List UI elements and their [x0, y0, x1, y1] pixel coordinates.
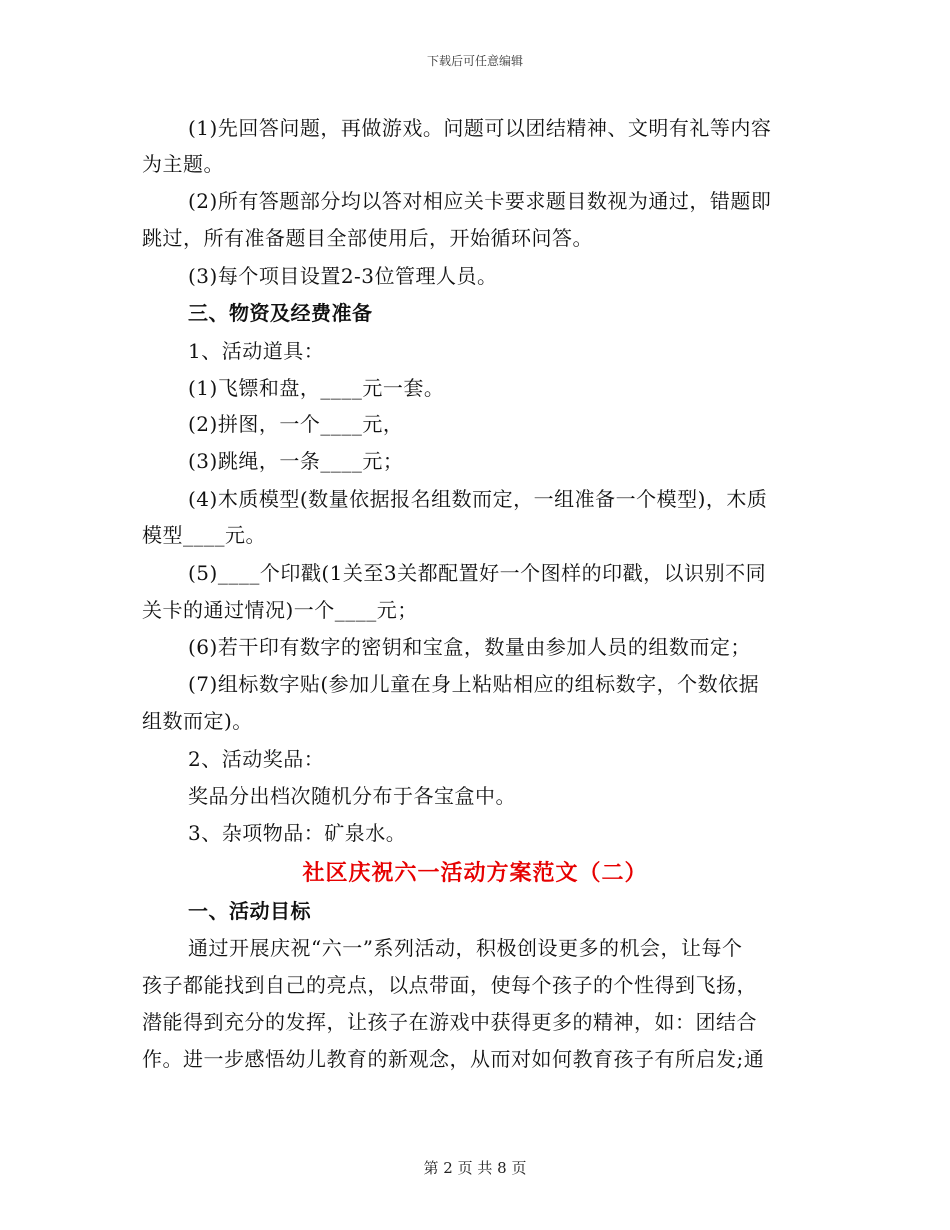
text-line: 1、活动道具： — [188, 339, 325, 363]
text-line: (3)跳绳，一条____元； — [188, 449, 404, 473]
text-line: 3、杂项物品：矿泉水。 — [188, 821, 407, 845]
text-line: 为主题。 — [142, 152, 224, 176]
page-footer: 第 2 页 共 8 页 — [423, 1159, 527, 1177]
text-line: 通过开展庆祝“六一”系列活动，积极创设更多的机会，让每个 — [188, 936, 743, 960]
text-line: (2)拼图，一个____元， — [188, 412, 404, 436]
text-line: 关卡的通过情况)一个____元； — [142, 598, 418, 622]
text-line: 奖品分出档次随机分布于各宝盒中。 — [188, 784, 516, 808]
text-line: 作。进一步感悟幼儿教育的新观念，从而对如何教育孩子有所启发;通 — [142, 1047, 765, 1071]
text-line: (1)先回答问题，再做游戏。问题可以团结精神、文明有礼等内容 — [188, 116, 772, 140]
page-header: 下载后可任意编辑 — [426, 54, 523, 68]
section-heading: 三、物资及经费准备 — [188, 301, 373, 325]
section-heading: 一、活动目标 — [188, 899, 311, 923]
text-line: (6)若干印有数字的密钥和宝盒，数量由参加人员的组数而定； — [188, 635, 751, 659]
text-line: 组数而定)。 — [142, 709, 253, 733]
text-line: (7)组标数字贴(参加儿童在身上粘贴相应的组标数字，个数依据 — [188, 672, 760, 696]
text-line: (4)木质模型(数量依据报名组数而定，一组准备一个模型)，木质 — [188, 487, 768, 511]
text-line: (2)所有答题部分均以答对相应关卡要求题目数视为通过，错题即 — [188, 189, 772, 213]
text-line: 跳过，所有准备题目全部使用后，开始循环问答。 — [142, 226, 593, 250]
document-title: 社区庆祝六一活动方案范文（二） — [302, 860, 648, 886]
text-line: (5)____个印戳(1关至3关都配置好一个图样的印戳，以识别不同 — [188, 561, 767, 585]
text-line: 潜能得到充分的发挥，让孩子在游戏中获得更多的精神，如：团结合 — [142, 1010, 757, 1034]
text-line: 孩子都能找到自己的亮点，以点带面，使每个孩子的个性得到飞扬， — [142, 973, 757, 997]
text-line: (1)飞镖和盘，____元一套。 — [188, 376, 445, 400]
text-line: 模型____元。 — [142, 523, 266, 547]
text-line: 2、活动奖品： — [188, 747, 325, 771]
text-line: (3)每个项目设置2-3位管理人员。 — [188, 264, 498, 288]
